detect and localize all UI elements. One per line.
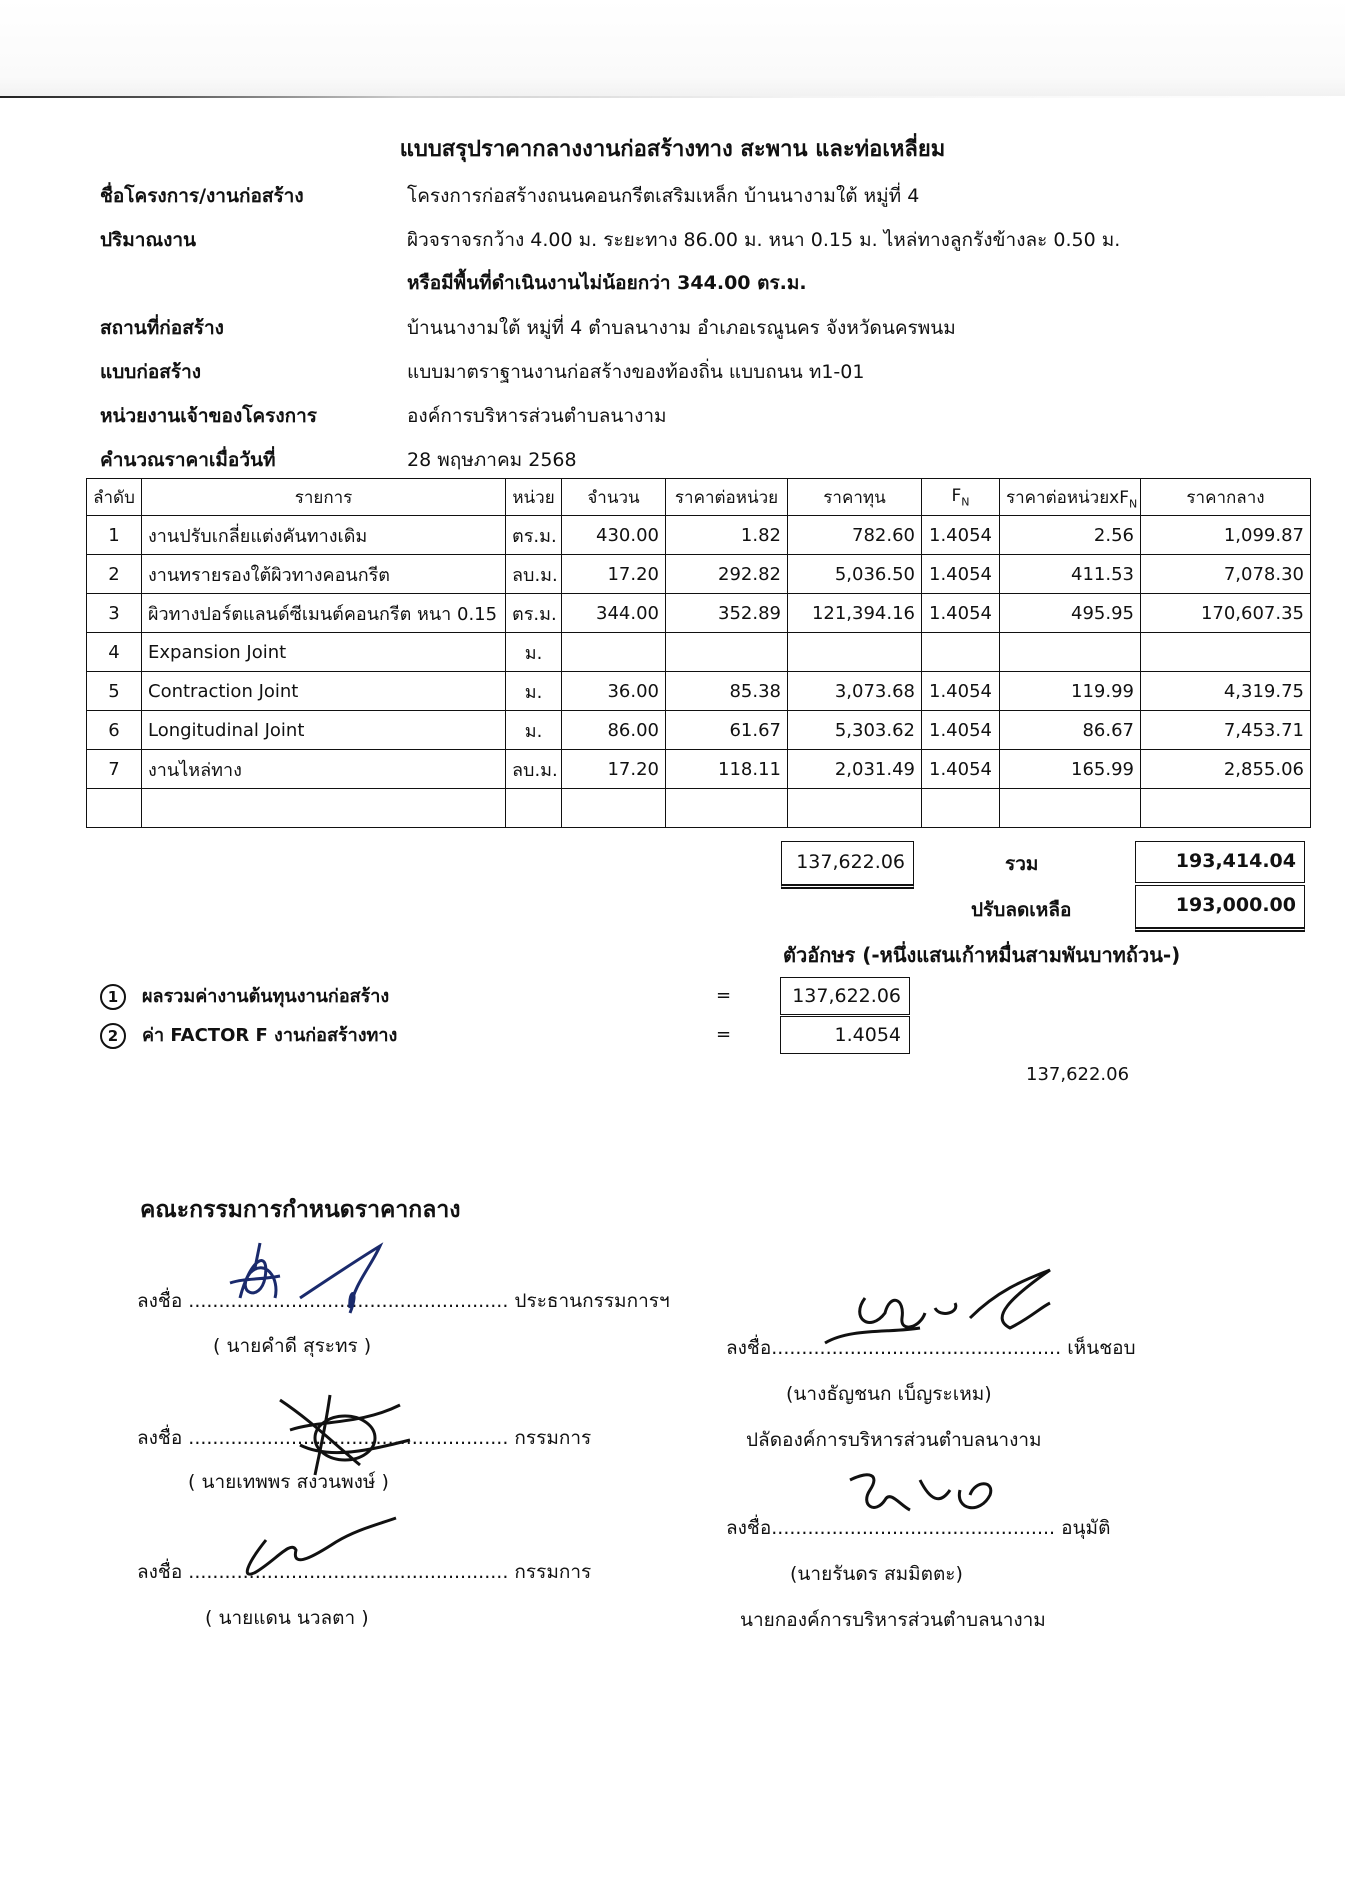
name-member-2: ( นายแดน นวลตา ) — [205, 1607, 369, 1629]
name-approver-1: (นางธัญชนก เบ็ญระเหม) — [786, 1383, 992, 1405]
cell-qty: 344.00 — [562, 594, 666, 633]
sign-prefix: ลงชื่อ — [726, 1517, 772, 1539]
role-member-1: กรรมการ — [514, 1427, 592, 1449]
cell-unit-fn: 165.99 — [1000, 750, 1141, 789]
cell-unit-price: 118.11 — [666, 750, 788, 789]
calc-row-2 — [100, 1020, 397, 1049]
header-fn-sub: N — [961, 495, 970, 509]
cell-no: 4 — [87, 633, 142, 672]
cell-unit: ลบ.ม. — [506, 555, 562, 594]
header-unit-price: ราคาต่อหน่วย — [666, 479, 788, 516]
cell-unit-price — [666, 789, 788, 828]
calc-label-2: ค่า FACTOR F งานก่อสร้างทาง — [142, 1025, 398, 1046]
calc-eq-2: = — [716, 1024, 732, 1045]
calc-row-1 — [100, 981, 389, 1010]
cell-unit: ลบ.ม. — [506, 750, 562, 789]
cell-mid-price: 7,078.30 — [1141, 555, 1311, 594]
table-row — [87, 594, 1311, 633]
cell-unit: ม. — [506, 711, 562, 750]
header-mid-price: ราคากลาง — [1141, 479, 1311, 516]
rounded-value: 193,000.00 — [1135, 885, 1305, 932]
cell-qty — [562, 789, 666, 828]
cell-qty: 36.00 — [562, 672, 666, 711]
cell-unit-fn: 411.53 — [1000, 555, 1141, 594]
cell-fn — [922, 633, 1000, 672]
calc-note: 137,622.06 — [1026, 1064, 1130, 1085]
table-row — [87, 516, 1311, 555]
label-design: แบบก่อสร้าง — [100, 361, 202, 383]
cell-unit-price — [666, 633, 788, 672]
cell-no: 6 — [87, 711, 142, 750]
cell-item: งานไหล่ทาง — [142, 750, 506, 789]
signature-line-approver-2: ลงชื่อ............................................... อนุมัติ — [726, 1517, 1111, 1539]
price-table — [86, 478, 1311, 828]
sign-prefix: ลงชื่อ — [137, 1290, 183, 1312]
sign-prefix: ลงชื่อ — [137, 1427, 183, 1449]
table-header-row — [87, 479, 1311, 516]
header-unit-fn — [1000, 479, 1141, 516]
table-row — [87, 555, 1311, 594]
cell-no: 2 — [87, 555, 142, 594]
scan-shadow — [0, 0, 1345, 96]
cell-cost: 121,394.16 — [788, 594, 922, 633]
name-member-1: ( นายเทพพร สงวนพงษ์ ) — [188, 1471, 389, 1493]
header-fn — [922, 479, 1000, 516]
cell-qty: 17.20 — [562, 750, 666, 789]
header-cost: ราคาทุน — [788, 479, 922, 516]
signature-chairman — [220, 1238, 410, 1318]
cell-unit-fn: 86.67 — [1000, 711, 1141, 750]
cell-item: Longitudinal Joint — [142, 711, 506, 750]
cell-unit-fn: 495.95 — [1000, 594, 1141, 633]
sign-prefix: ลงชื่อ — [137, 1561, 183, 1583]
cell-unit: ม. — [506, 633, 562, 672]
calc-mark-1: 1 — [100, 984, 126, 1010]
calc-value-2: 1.4054 — [780, 1016, 910, 1054]
table-row — [87, 672, 1311, 711]
cell-unit — [506, 789, 562, 828]
cell-no: 1 — [87, 516, 142, 555]
cell-cost — [788, 789, 922, 828]
role-chairman: ประธานกรรมการฯ — [514, 1290, 670, 1312]
cell-fn — [922, 789, 1000, 828]
value-location: บ้านนางามใต้ หมู่ที่ 4 ตำบลนางาม อำเภอเรณูนคร จังหวัดนครพนม — [407, 317, 956, 339]
cell-unit-price: 85.38 — [666, 672, 788, 711]
role-approver-1: เห็นชอบ — [1067, 1337, 1136, 1359]
label-quantity: ปริมาณงาน — [100, 229, 197, 251]
cell-unit-price: 352.89 — [666, 594, 788, 633]
role-approver-2: อนุมัติ — [1061, 1517, 1111, 1539]
sum-value: 193,414.04 — [1135, 841, 1305, 883]
cell-fn: 1.4054 — [922, 711, 1000, 750]
rounded-label: ปรับลดเหลือ — [971, 899, 1072, 921]
label-owner: หน่วยงานเจ้าของโครงการ — [100, 405, 317, 427]
cell-unit: ตร.ม. — [506, 516, 562, 555]
calc-value-1: 137,622.06 — [780, 977, 910, 1015]
cell-unit: ตร.ม. — [506, 594, 562, 633]
cell-fn: 1.4054 — [922, 750, 1000, 789]
cell-unit-fn — [1000, 789, 1141, 828]
name-chairman: ( นายคำดี สุระทร ) — [213, 1335, 372, 1357]
signature-line-chairman: ลงชื่อ ..................................................... ประธานกรรมการฯ — [137, 1290, 670, 1312]
cell-cost — [788, 633, 922, 672]
cell-item: งานปรับเกลี่ยแต่งคันทางเดิม — [142, 516, 506, 555]
signature-approver-1 — [810, 1258, 1060, 1358]
table-row — [87, 711, 1311, 750]
value-quantity: ผิวจราจรกว้าง 4.00 ม. ระยะทาง 86.00 ม. หนา 0.15 ม. ไหล่ทางลูกรังข้างละ 0.50 ม. — [407, 229, 1121, 251]
cell-mid-price — [1141, 789, 1311, 828]
cell-unit-price: 292.82 — [666, 555, 788, 594]
role-member-2: กรรมการ — [514, 1561, 592, 1583]
cell-no: 5 — [87, 672, 142, 711]
cell-no — [87, 789, 142, 828]
cell-unit: ม. — [506, 672, 562, 711]
cell-mid-price: 170,607.35 — [1141, 594, 1311, 633]
cell-cost: 3,073.68 — [788, 672, 922, 711]
header-fn-main: F — [951, 485, 962, 506]
cell-item — [142, 789, 506, 828]
position-approver-1: ปลัดองค์การบริหารส่วนตำบลนางาม — [746, 1429, 1042, 1451]
cell-cost: 5,303.62 — [788, 711, 922, 750]
cell-fn: 1.4054 — [922, 672, 1000, 711]
label-calc-date: คำนวณราคาเมื่อวันที่ — [100, 449, 276, 471]
cell-qty: 430.00 — [562, 516, 666, 555]
cell-mid-price — [1141, 633, 1311, 672]
label-location: สถานที่ก่อสร้าง — [100, 317, 224, 339]
cell-cost: 5,036.50 — [788, 555, 922, 594]
document-title: แบบสรุปราคากลางงานก่อสร้างทาง สะพาน และท่อเหลี่ยม — [399, 137, 946, 162]
committee-title: คณะกรรมการกำหนดราคากลาง — [140, 1197, 461, 1223]
cell-fn: 1.4054 — [922, 555, 1000, 594]
signature-member-1 — [270, 1390, 430, 1480]
cell-item: ผิวทางปอร์ตแลนด์ซีเมนต์คอนกรีต หนา 0.15 — [142, 594, 506, 633]
position-approver-2: นายกองค์การบริหารส่วนตำบลนางาม — [740, 1609, 1046, 1631]
value-quantity-area: หรือมีพื้นที่ดำเนินงานไม่น้อยกว่า 344.00 ตร.ม. — [407, 272, 807, 294]
signature-line-member-2: ลงชื่อ ..................................................... กรรมการ — [137, 1561, 592, 1583]
signature-line-member-1: ลงชื่อ ..................................................... กรรมการ — [137, 1427, 592, 1449]
cell-qty: 86.00 — [562, 711, 666, 750]
cell-item: งานทรายรองใต้ผิวทางคอนกรีต — [142, 555, 506, 594]
cell-no: 7 — [87, 750, 142, 789]
sign-prefix: ลงชื่อ — [726, 1337, 772, 1359]
cell-unit-price: 61.67 — [666, 711, 788, 750]
cell-cost: 782.60 — [788, 516, 922, 555]
header-qty: จำนวน — [562, 479, 666, 516]
cell-qty — [562, 633, 666, 672]
signature-member-2 — [236, 1510, 406, 1580]
signature-line-approver-1: ลงชื่อ................................................ เห็นชอบ — [726, 1337, 1136, 1359]
cell-fn: 1.4054 — [922, 516, 1000, 555]
cell-no: 3 — [87, 594, 142, 633]
calc-label-1: ผลรวมค่างานต้นทุนงานก่อสร้าง — [142, 986, 390, 1007]
cell-item: Contraction Joint — [142, 672, 506, 711]
header-no: ลำดับ — [87, 479, 142, 516]
scan-edge-line — [0, 96, 1345, 98]
name-approver-2: (นายรันดร สมมิตตะ) — [790, 1563, 963, 1585]
amount-in-words: ตัวอักษร (-หนึ่งแสนเก้าหมื่นสามพันบาทถ้วน-) — [783, 943, 1181, 967]
cell-cost: 2,031.49 — [788, 750, 922, 789]
table-row — [87, 789, 1311, 828]
cell-unit-fn: 119.99 — [1000, 672, 1141, 711]
cell-mid-price: 1,099.87 — [1141, 516, 1311, 555]
cell-fn: 1.4054 — [922, 594, 1000, 633]
header-item: รายการ — [142, 479, 506, 516]
cell-unit-price: 1.82 — [666, 516, 788, 555]
cell-item: Expansion Joint — [142, 633, 506, 672]
cell-unit-fn — [1000, 633, 1141, 672]
value-project-name: โครงการก่อสร้างถนนคอนกรีตเสริมเหล็ก บ้านนางามใต้ หมู่ที่ 4 — [407, 185, 920, 207]
value-design: แบบมาตราฐานงานก่อสร้างของท้องถิ่น แบบถนน ท1-01 — [407, 361, 865, 383]
cell-unit-fn: 2.56 — [1000, 516, 1141, 555]
cost-total: 137,622.06 — [781, 841, 914, 889]
cell-qty: 17.20 — [562, 555, 666, 594]
header-unit-fn-main: ราคาต่อหน่วยxF — [1006, 487, 1130, 508]
cell-mid-price: 4,319.75 — [1141, 672, 1311, 711]
cell-mid-price: 7,453.71 — [1141, 711, 1311, 750]
label-project-name: ชื่อโครงการ/งานก่อสร้าง — [100, 185, 304, 207]
header-unit-fn-sub: N — [1129, 496, 1138, 510]
table-row — [87, 633, 1311, 672]
calc-mark-2: 2 — [100, 1023, 126, 1049]
signature-approver-2 — [840, 1460, 1000, 1530]
calc-eq-1: = — [716, 985, 732, 1006]
cell-mid-price: 2,855.06 — [1141, 750, 1311, 789]
table-row — [87, 750, 1311, 789]
value-owner: องค์การบริหารส่วนตำบลนางาม — [407, 405, 667, 427]
value-calc-date: 28 พฤษภาคม 2568 — [407, 449, 577, 471]
table-body — [87, 516, 1311, 828]
header-unit: หน่วย — [506, 479, 562, 516]
sum-label: รวม — [1005, 853, 1039, 875]
